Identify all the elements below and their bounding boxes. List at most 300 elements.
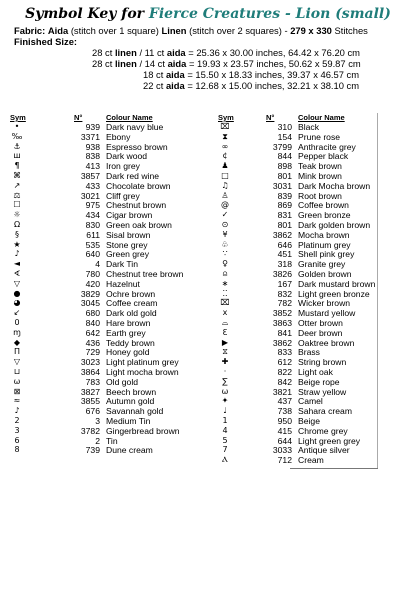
finished-size-part: aida	[166, 47, 186, 58]
symbol-glyph: ∞	[221, 141, 229, 151]
finished-size-row	[143, 80, 359, 91]
symbol-table-right	[218, 113, 378, 465]
header-sym: Sym	[10, 113, 26, 122]
symbol-glyph: ⧖	[222, 347, 228, 357]
colour-number: 3826	[272, 268, 292, 279]
table-row	[10, 357, 215, 367]
symbol-glyph: 5	[222, 435, 228, 445]
symbol-glyph: x	[222, 308, 228, 318]
colour-number: 611	[86, 229, 100, 240]
colour-number: 783	[85, 376, 100, 387]
colour-number: 3371	[80, 131, 100, 142]
symbol-glyph: ◕	[13, 298, 21, 308]
colour-number: 3855	[80, 396, 100, 407]
title-design-name: Fierce Creatures - Lion (small)	[148, 6, 391, 22]
colour-name: Dark mustard brown	[298, 278, 376, 289]
table-row	[10, 298, 215, 308]
colour-name: Green oak brown	[106, 219, 172, 230]
finished-size-row	[143, 69, 359, 80]
colour-name: Black	[298, 122, 320, 132]
table-row	[10, 210, 215, 220]
colour-number: 3852	[272, 308, 292, 319]
colour-name: Pepper black	[298, 151, 349, 162]
symbol-glyph: ∑	[222, 376, 228, 386]
colour-name: Shell pink grey	[298, 249, 355, 260]
colour-number: 420	[85, 278, 100, 289]
colour-name: Green bronze	[298, 210, 351, 221]
symbol-glyph: ⊠	[13, 386, 21, 396]
colour-number: 898	[277, 161, 292, 172]
header-colour-name: Colour Name	[298, 113, 345, 122]
symbol-glyph: ♟	[221, 161, 229, 171]
colour-number: 433	[85, 180, 100, 191]
symbol-glyph: ▽	[13, 278, 21, 288]
colour-name: Golden brown	[298, 268, 352, 279]
symbol-glyph: Ω	[13, 219, 21, 229]
table-header	[10, 113, 215, 122]
colour-name: Mocha brown	[298, 229, 350, 240]
symbol-glyph: ↗	[13, 180, 21, 190]
colour-number: 832	[277, 288, 292, 299]
fabric-stitch-count: 279 x 330	[290, 25, 332, 36]
colour-number: 167	[277, 278, 292, 289]
table-row	[10, 171, 215, 181]
symbol-glyph: ⊔	[13, 366, 21, 376]
table-row	[10, 426, 215, 436]
table-row	[218, 436, 378, 446]
colour-name: Deer brown	[298, 327, 343, 338]
colour-name: Cream	[298, 455, 324, 466]
colour-number: 3857	[80, 170, 100, 181]
table-row	[218, 357, 378, 367]
fabric-label: Fabric:	[14, 25, 46, 36]
symbol-glyph: ◆	[13, 337, 21, 347]
finished-size-part: 18 ct	[143, 69, 164, 80]
fabric-linen: Linen	[161, 25, 187, 36]
table-row	[218, 367, 378, 377]
colour-number: 612	[277, 357, 292, 368]
colour-name: Root brown	[298, 190, 342, 201]
colour-name: Tin	[106, 435, 118, 446]
colour-number: 939	[85, 122, 100, 132]
symbol-glyph: ♪	[14, 406, 20, 416]
table-row	[10, 269, 215, 279]
colour-name: Dark wood	[106, 151, 148, 162]
colour-name: Ebony	[106, 131, 131, 142]
finished-size-part: / 11 ct	[139, 47, 165, 58]
symbol-glyph: •	[14, 122, 20, 131]
table-row	[10, 289, 215, 299]
symbol-glyph: 7	[222, 445, 228, 455]
colour-name: Oaktree brown	[298, 337, 355, 348]
symbol-glyph: ⌧	[220, 298, 230, 308]
colour-name: Old gold	[106, 376, 139, 387]
colour-number: 3021	[80, 190, 100, 201]
finished-size-part: 28 ct	[92, 58, 113, 69]
colour-number: 310	[277, 122, 292, 132]
colour-number: 2	[95, 435, 100, 446]
symbol-glyph: ‰	[11, 131, 23, 141]
colour-number: 782	[277, 298, 292, 309]
table-row	[218, 142, 378, 152]
colour-name: Prune rose	[298, 131, 341, 142]
colour-name: Chocolate brown	[106, 180, 171, 191]
table-row	[218, 220, 378, 230]
colour-number: 3862	[272, 229, 292, 240]
table-row	[10, 387, 215, 397]
table-row	[10, 338, 215, 348]
table-row	[218, 132, 378, 142]
table-row	[218, 416, 378, 426]
colour-number: 434	[85, 210, 100, 221]
colour-name: Anthracite grey	[298, 141, 356, 152]
colour-name: Otter brown	[298, 317, 343, 328]
symbol-glyph: @	[221, 200, 229, 210]
colour-name: Mink brown	[298, 170, 342, 181]
table-row	[218, 181, 378, 191]
colour-number: 318	[277, 259, 292, 270]
symbol-glyph: ¶	[14, 161, 20, 171]
colour-number: 436	[85, 337, 100, 348]
symbol-glyph: ⌧	[220, 122, 230, 131]
colour-name: Mustard yellow	[298, 308, 356, 319]
table-row	[218, 308, 378, 318]
table-row	[10, 406, 215, 416]
table-row	[218, 210, 378, 220]
table-row	[218, 230, 378, 240]
colour-name: Beige rope	[298, 376, 340, 387]
colour-number: 680	[85, 308, 100, 319]
symbol-glyph: ⍝	[222, 268, 228, 278]
colour-number: 830	[85, 219, 100, 230]
colour-number: 640	[85, 249, 100, 260]
table-row	[10, 132, 215, 142]
colour-name: Chestnut tree brown	[106, 268, 184, 279]
table-row	[10, 279, 215, 289]
colour-name: Light platinum grey	[106, 357, 179, 368]
fabric-aida-note: (stitch over 1 square)	[70, 25, 159, 36]
colour-number: 3862	[272, 337, 292, 348]
symbol-glyph: ◄	[13, 259, 21, 269]
table-header	[218, 113, 378, 122]
table-row	[218, 161, 378, 171]
colour-name: Straw yellow	[298, 386, 347, 397]
table-row	[218, 406, 378, 416]
symbol-glyph: ¥	[222, 229, 228, 239]
table-row	[10, 240, 215, 250]
colour-name: Platinum grey	[298, 239, 351, 250]
colour-number: 437	[277, 396, 292, 407]
fabric-linen-note: (stitch over 2 squares) -	[189, 25, 288, 36]
colour-name: Earth grey	[106, 327, 146, 338]
table-row	[10, 377, 215, 387]
colour-number: 3045	[80, 298, 100, 309]
table-row	[218, 151, 378, 161]
colour-name: Coffee cream	[106, 298, 158, 309]
table-row	[218, 191, 378, 201]
colour-number: 3033	[272, 445, 292, 456]
colour-name: String brown	[298, 357, 347, 368]
table-row	[10, 328, 215, 338]
table-row	[218, 122, 378, 132]
symbol-glyph: ∗	[221, 278, 229, 288]
finished-size-part: aida	[165, 69, 185, 80]
table-row	[10, 191, 215, 201]
symbol-glyph: ш	[13, 151, 21, 161]
colour-number: 822	[277, 366, 292, 377]
table-row	[218, 347, 378, 357]
symbol-glyph: ▽	[13, 357, 21, 367]
table-row	[10, 367, 215, 377]
colour-name: Dune cream	[106, 445, 153, 456]
colour-number: 831	[277, 210, 292, 221]
table-row	[10, 142, 215, 152]
colour-name: Autumn gold	[106, 396, 155, 407]
table-row	[218, 396, 378, 406]
colour-name: Light mocha brown	[106, 366, 179, 377]
symbol-glyph: ☐	[13, 200, 21, 210]
colour-name: Cliff grey	[106, 190, 140, 201]
finished-size-part: = 15.50 x 18.33 inches, 39.37 x 46.57 cm	[187, 69, 360, 80]
page-title	[0, 6, 416, 22]
table-row	[218, 445, 378, 455]
symbol-glyph: ♪	[14, 249, 20, 259]
colour-name: Light green bronze	[298, 288, 370, 299]
colour-number: 642	[85, 327, 100, 338]
colour-name: Teak brown	[298, 161, 342, 172]
colour-number: 4	[95, 259, 100, 270]
table-row	[10, 416, 215, 426]
colour-number: 938	[85, 141, 100, 152]
symbol-glyph: 8	[14, 445, 20, 455]
symbol-glyph: ✦	[221, 396, 229, 406]
colour-number: 3821	[272, 386, 292, 397]
colour-name: Espresso brown	[106, 141, 168, 152]
colour-number: 3	[95, 415, 100, 426]
symbol-glyph: §	[15, 229, 19, 239]
symbol-glyph: ɱ	[13, 327, 21, 337]
colour-name: Gingerbread brown	[106, 425, 180, 436]
table-row	[218, 240, 378, 250]
colour-name: Light green grey	[298, 435, 361, 446]
symbol-glyph: ☼	[13, 210, 21, 220]
colour-number: 415	[277, 425, 292, 436]
colour-name: Brass	[298, 347, 320, 358]
finished-size-part: aida	[167, 58, 187, 69]
finished-size-part: = 19.93 x 23.57 inches, 50.62 x 59.87 cm	[188, 58, 361, 69]
symbol-glyph: ≈	[13, 396, 21, 406]
symbol-glyph: ¢	[222, 151, 228, 161]
header-number: N°	[74, 113, 83, 122]
colour-number: 3799	[272, 141, 292, 152]
colour-number: 729	[85, 347, 100, 358]
table-row	[218, 200, 378, 210]
colour-name: Light oak	[298, 366, 333, 377]
symbol-glyph: 3	[14, 425, 20, 435]
symbol-glyph: 0	[14, 317, 20, 327]
colour-number: 646	[277, 239, 292, 250]
colour-name: Dark navy blue	[106, 122, 164, 132]
colour-number: 842	[277, 376, 292, 387]
table-row	[10, 161, 215, 171]
colour-name: Beech brown	[106, 386, 157, 397]
colour-name: Dark golden brown	[298, 219, 371, 230]
colour-name: Granite grey	[298, 259, 346, 270]
colour-number: 838	[85, 151, 100, 162]
table-row	[10, 436, 215, 446]
colour-number: 950	[277, 415, 292, 426]
table-row	[218, 279, 378, 289]
table-row	[10, 122, 215, 132]
symbol-glyph: ⚓	[13, 141, 21, 151]
finished-size-part: linen	[114, 58, 137, 69]
symbol-glyph: Ɛ	[222, 327, 228, 337]
finished-size-part: 22 ct	[143, 80, 164, 91]
symbol-glyph: Π	[13, 347, 20, 357]
colour-name: Cigar brown	[106, 210, 153, 221]
table-row	[218, 171, 378, 181]
colour-number: 644	[277, 435, 292, 446]
symbol-glyph: ∢	[13, 268, 21, 278]
colour-name: Stone grey	[106, 239, 148, 250]
symbol-glyph: ★	[13, 239, 21, 249]
table-row	[10, 347, 215, 357]
table-row	[10, 181, 215, 191]
colour-name: Beige	[298, 415, 320, 426]
symbol-glyph: ✓	[221, 210, 229, 220]
colour-name: Chrome grey	[298, 425, 348, 436]
colour-number: 869	[277, 200, 292, 211]
colour-name: Honey gold	[106, 347, 150, 358]
table-row	[218, 455, 378, 465]
colour-name: Dark Mocha brown	[298, 180, 371, 191]
table-row	[218, 289, 378, 299]
colour-name: Medium Tin	[106, 415, 151, 426]
symbol-glyph: 6	[14, 435, 20, 445]
colour-name: Dark red wine	[106, 170, 160, 181]
symbol-glyph: ♙	[221, 190, 229, 200]
symbol-glyph: ⧗	[222, 131, 228, 141]
colour-name: Hare brown	[106, 317, 151, 328]
symbol-glyph: ♩	[223, 406, 227, 416]
finished-size-part: = 25.36 x 30.00 inches, 64.42 x 76.20 cm	[188, 47, 360, 58]
header-sym: Sym	[218, 113, 234, 122]
table-row	[218, 338, 378, 348]
colour-number: 413	[85, 161, 100, 172]
symbol-glyph: ⌘	[13, 170, 21, 180]
table-border-right	[377, 113, 378, 469]
colour-name: Green grey	[106, 249, 149, 260]
symbol-glyph: ⚖	[13, 190, 21, 200]
table-row	[10, 259, 215, 269]
colour-name: Sahara cream	[298, 406, 352, 417]
symbol-glyph: ♫	[221, 180, 229, 190]
finished-size-part: linen	[114, 47, 137, 58]
table-row	[218, 377, 378, 387]
colour-number: 3023	[80, 357, 100, 368]
symbol-glyph: 1	[222, 415, 228, 425]
colour-number: 154	[277, 131, 292, 142]
colour-name: Ochre brown	[106, 288, 156, 299]
finished-size-part: / 14 ct	[139, 58, 165, 69]
colour-number: 3863	[272, 317, 292, 328]
colour-name: Camel	[298, 396, 323, 407]
colour-number: 840	[85, 317, 100, 328]
colour-number: 833	[277, 347, 292, 358]
table-row	[10, 396, 215, 406]
colour-number: 3827	[80, 386, 100, 397]
table-row	[10, 318, 215, 328]
finished-size-row	[92, 58, 361, 69]
header-colour-name: Colour Name	[106, 113, 153, 122]
symbol-glyph: ⁚⁚	[222, 288, 228, 298]
colour-name: Dark Tin	[106, 259, 138, 270]
finished-size-part: = 12.68 x 15.00 inches, 32.21 x 38.10 cm	[187, 80, 360, 91]
table-row	[218, 269, 378, 279]
colour-number: 3782	[80, 425, 100, 436]
symbol-glyph: ♧	[221, 239, 229, 249]
colour-number: 676	[85, 406, 100, 417]
table-row	[218, 259, 378, 269]
symbol-glyph: ♀	[222, 259, 228, 269]
colour-number: 451	[277, 249, 292, 260]
symbol-glyph: ⊙	[221, 219, 229, 229]
colour-number: 3864	[80, 366, 100, 377]
colour-number: 841	[277, 327, 292, 338]
symbol-glyph: 2	[14, 415, 20, 425]
colour-number: 801	[277, 219, 292, 230]
table-row	[10, 200, 215, 210]
colour-name: Antique silver	[298, 445, 350, 456]
colour-name: Chestnut brown	[106, 200, 167, 211]
table-row	[218, 387, 378, 397]
fabric-stitches-word: Stitches	[334, 25, 368, 36]
symbol-glyph: ω	[221, 386, 229, 396]
colour-number: 780	[85, 268, 100, 279]
finished-size-part: aida	[165, 80, 185, 91]
table-row	[10, 220, 215, 230]
colour-number: 535	[85, 239, 100, 250]
symbol-glyph: Ⲁ	[222, 455, 228, 465]
table-border-bottom	[290, 468, 378, 469]
symbol-glyph: ∵	[222, 249, 228, 259]
colour-name: Savannah gold	[106, 406, 164, 417]
symbol-glyph: ✚	[221, 357, 229, 367]
colour-name: Hazelnut	[106, 278, 140, 289]
colour-number: 738	[277, 406, 292, 417]
colour-number: 3829	[80, 288, 100, 299]
header-number: N°	[266, 113, 275, 122]
colour-name: Teddy brown	[106, 337, 155, 348]
title-prefix: Symbol Key for	[25, 6, 145, 22]
colour-name: Dark old gold	[106, 308, 157, 319]
finished-size-part: 28 ct	[92, 47, 113, 58]
symbol-glyph: □	[221, 170, 229, 180]
symbol-glyph: ●	[13, 288, 21, 298]
table-row	[218, 318, 378, 328]
finished-size-label: Finished Size:	[14, 36, 78, 47]
colour-name: Coffee brown	[298, 200, 349, 211]
colour-number: 3031	[272, 180, 292, 191]
table-row	[10, 308, 215, 318]
colour-number: 739	[85, 445, 100, 456]
table-row	[10, 230, 215, 240]
finished-size-row	[92, 47, 360, 58]
symbol-glyph: ↙	[13, 308, 21, 318]
colour-number: 712	[277, 455, 292, 466]
colour-number: 975	[85, 200, 100, 211]
symbol-glyph: 4	[222, 425, 228, 435]
